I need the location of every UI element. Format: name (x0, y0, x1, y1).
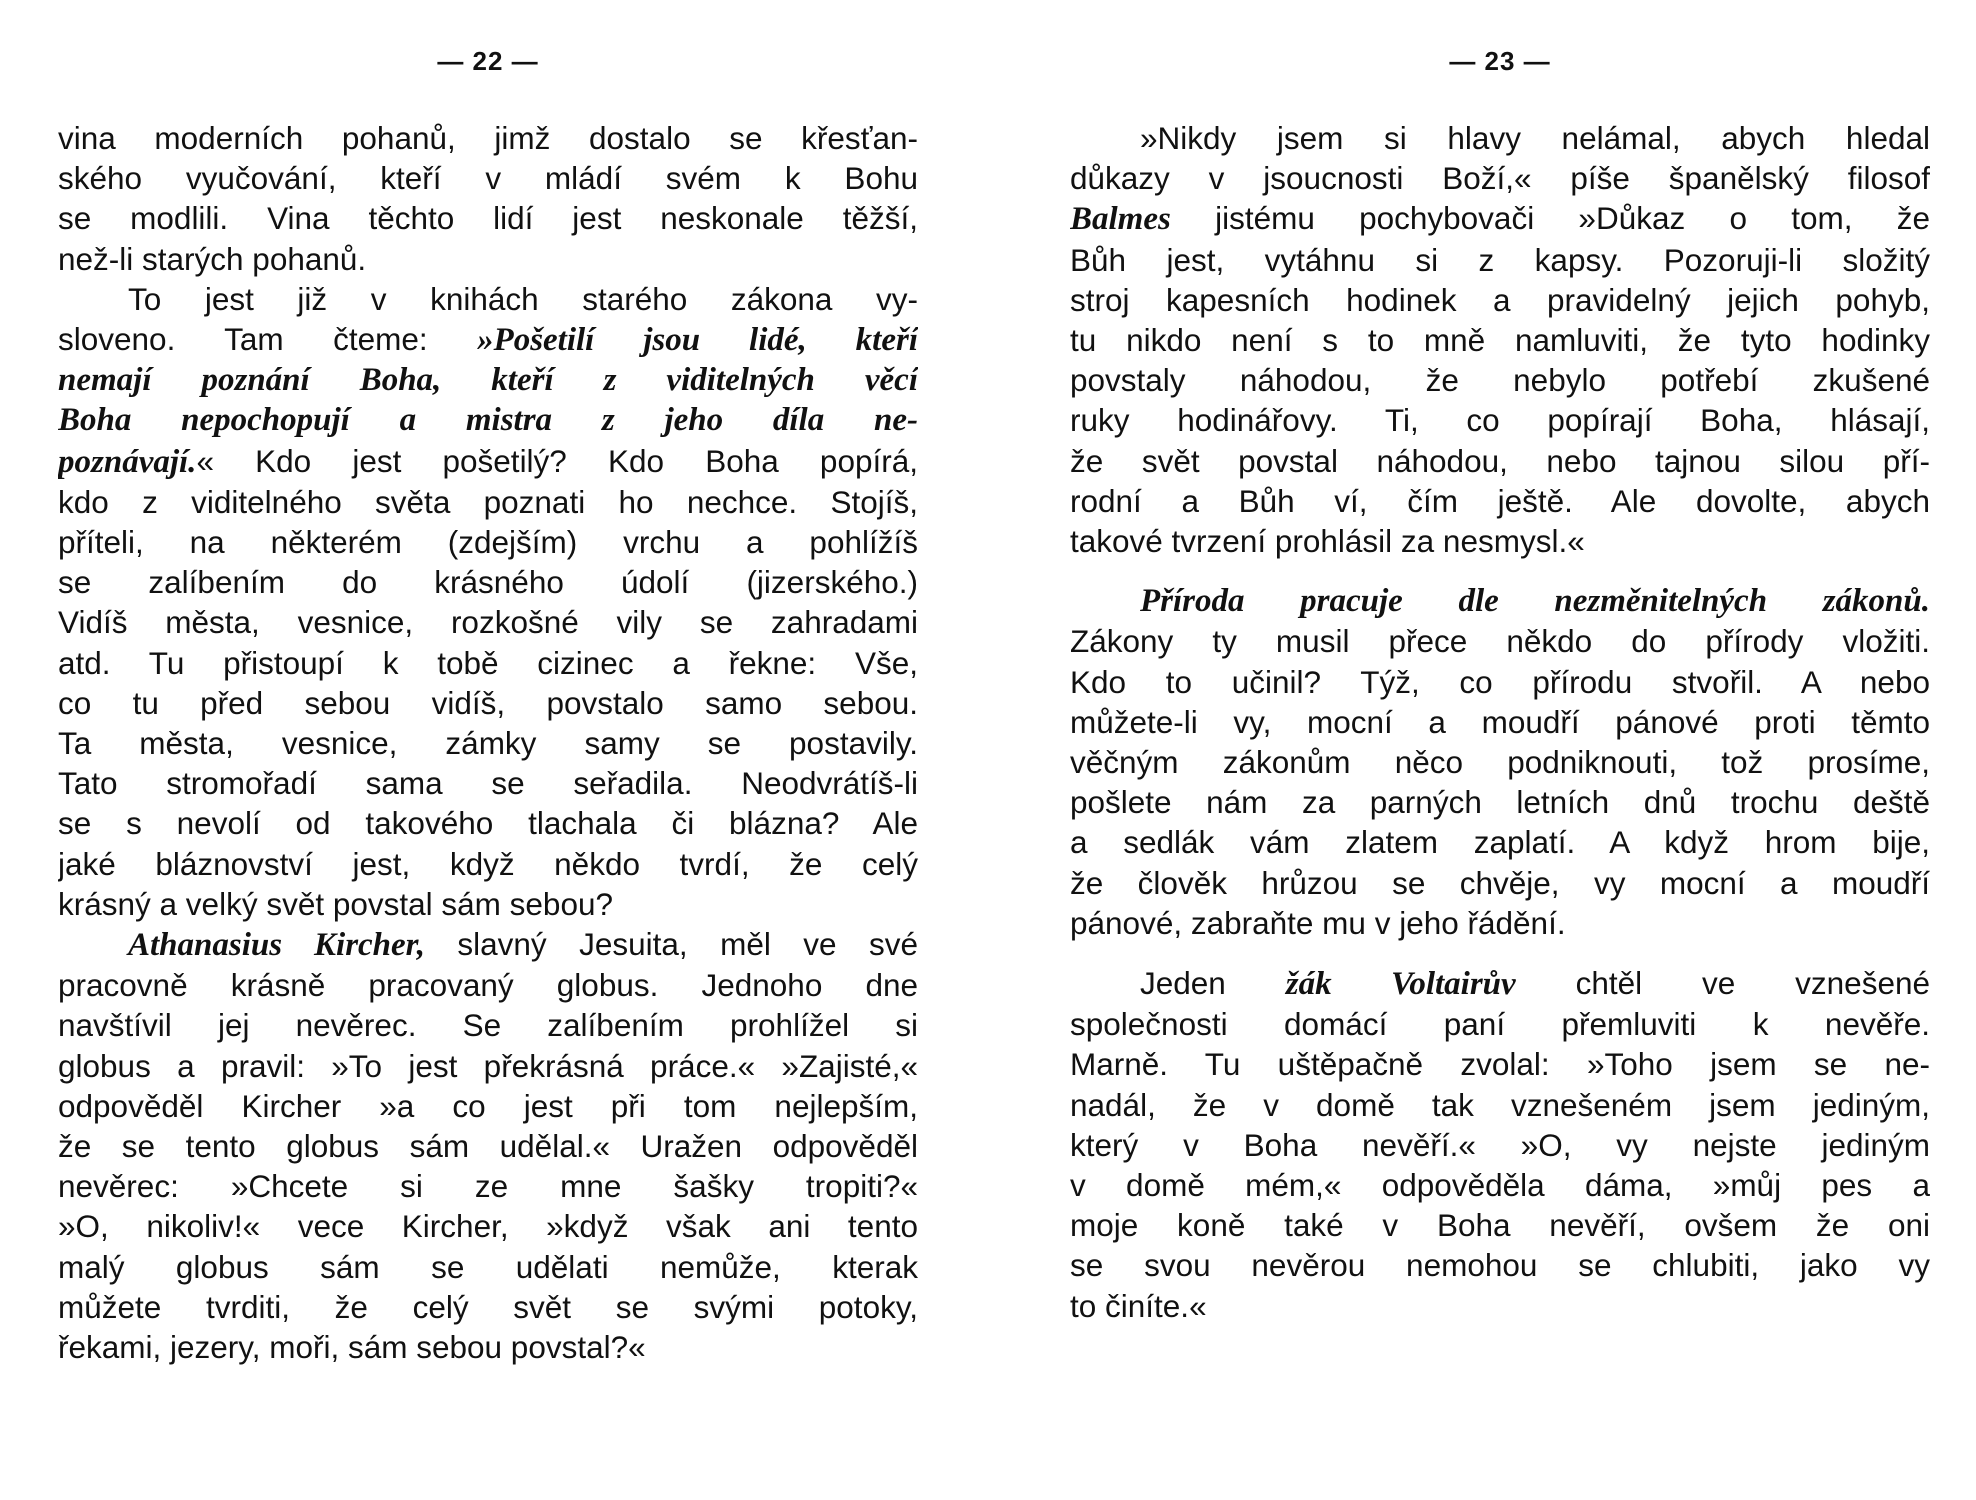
text-line: Bůh jest, vytáhnu si z kapsy. Pozoruji-li složitý (1070, 241, 1930, 278)
text-line: že se tento globus sám udělal.« Uražen odpověděl (58, 1128, 918, 1165)
paragraph-gap (1070, 561, 1930, 581)
text-line: co tu před sebou vidíš, povstalo samo sebou. (58, 684, 918, 721)
text-line: kdo z viditelného světa poznati ho nechce. Stojíš, (58, 483, 918, 520)
text-line: řekami, jezery, moři, sám sebou povstal?« (58, 1329, 646, 1366)
text-line: a sedlák vám zlatem zaplatí. A když hrom bije, (1070, 824, 1930, 861)
text-line: že svět povstal náhodou, nebo tajnou silou pří- (1070, 442, 1930, 479)
text-line: stroj kapesních hodinek a pravidelný jejich pohyb, (1070, 281, 1930, 318)
text-line: který v Boha nevěří.« »O, vy nejste jediným (1070, 1126, 1930, 1163)
text-line: ruky hodinářovy. Ti, co popírají Boha, hlásají, (1070, 402, 1930, 439)
text-line: můžete tvrditi, že celý svět se svými potoky, (58, 1288, 918, 1325)
text-line: se modlili. Vina těchto lidí jest neskonale těžší, (58, 200, 918, 237)
text-line: příteli, na některém (zdejším) vrchu a pohlížíš (58, 524, 918, 561)
text-line: můžete-li vy, mocní a moudří pánové proti těmto (1070, 703, 1930, 740)
text-line: že člověk hrůzou se chvěje, vy mocní a moudří (1070, 864, 1930, 901)
text-line: moje koně také v Boha nevěří, ovšem že oni (1070, 1207, 1930, 1244)
text-line: věčným zákonům něco podniknouti, tož prosíme, (1070, 744, 1930, 781)
text-line: rodní a Bůh ví, čím ještě. Ale dovolte, abych (1070, 482, 1930, 519)
text-line: Kdo to učinil? Týž, co přírodu stvořil. A nebo (1070, 663, 1930, 700)
text-line: Balmes jistému pochybovači »Důkaz o tom, že (1070, 200, 1930, 238)
text-line: pracovně krásně pracovaný globus. Jednoho dne (58, 967, 918, 1004)
text-line: se s nevolí od takového tlachala či blázna? Ale (58, 805, 918, 842)
italic-quote: poznávají. (58, 443, 197, 480)
text-line: pánové, zabraňte mu v jeho řádění. (1070, 904, 1566, 941)
paragraph-gap (1070, 943, 1930, 963)
text-line: Příroda pracuje dle nezměnitelných zákonů. (1140, 583, 1930, 620)
text-line: nemají poznání Boha, kteří z viditelných věcí (58, 362, 918, 399)
right-page (1070, 0, 1930, 1500)
text-line: globus a pravil: »To jest překrásná práce.« »Zajisté,« (58, 1047, 918, 1084)
text-line: pošlete nám za parných letních dnů trochu deště (1070, 784, 1930, 821)
right-page-text (1070, 118, 1930, 1326)
text-line: Tato stromořadí sama se seřadila. Neodvrátíš-li (58, 765, 918, 802)
text-line: poznávají.« Kdo jest pošetilý? Kdo Boha popírá, (58, 442, 918, 480)
text-line: společnosti domácí paní přemluviti k nevěře. (1070, 1006, 1930, 1043)
right-page-number: — 23 — (1449, 46, 1551, 76)
text-line: Marně. Tu uštěpačně zvolal: »Toho jsem se ne- (1070, 1046, 1930, 1083)
text-line: nevěrec: »Chcete si ze mne šašky tropiti?« (58, 1168, 918, 1205)
text-line: »Nikdy jsem si hlavy nelámal, abych hledal (1140, 120, 1930, 156)
left-page-number: — 22 — (437, 46, 539, 76)
text-line: Zákony ty musil přece někdo do přírody vložiti. (1070, 623, 1930, 660)
text-line: v domě mém,« odpověděla dáma, »můj pes a (1070, 1167, 1930, 1204)
text-line: důkazy v jsoucnosti Boží,« píše španělský filosof (1070, 160, 1930, 197)
text-line: Jeden žák Voltairův chtěl ve vznešené (1140, 965, 1930, 1003)
italic-name: žák Voltairův (1285, 966, 1516, 1003)
text-line: nadál, že v domě tak vznešeném jsem jediným, (1070, 1086, 1930, 1123)
text-line: krásný a velký svět povstal sám sebou? (58, 885, 614, 922)
left-page (58, 0, 918, 1500)
text-line: tu nikdo není s to mně namluviti, že tyto hodinky (1070, 322, 1930, 359)
italic-name: Balmes (1070, 201, 1171, 238)
text-line: To jest již v knihách starého zákona vy- (128, 280, 918, 317)
text-line: odpověděl Kircher »a co jest při tom nejlepším, (58, 1087, 918, 1124)
text-line: ského vyučování, kteří v mládí svém k Bohu (58, 160, 918, 197)
text-line: se zalíbením do krásného údolí (jizerského.) (58, 564, 918, 601)
text-line: atd. Tu přistoupí k tobě cizinec a řekne: Vše, (58, 644, 918, 681)
italic-name: Athanasius Kircher, (128, 927, 425, 964)
text-line: Vidíš města, vesnice, rozkošné vily se zahradami (58, 604, 918, 641)
text-line: povstaly náhodou, že nebylo potřebí zkušené (1070, 362, 1930, 399)
text-line: to činíte.« (1070, 1287, 1207, 1324)
text-line: sloveno. Tam čteme: »Pošetilí jsou lidé, kteří (58, 321, 918, 359)
text-line: Boha nepochopují a mistra z jeho díla ne- (58, 402, 918, 439)
text-line: vina moderních pohanů, jimž dostalo se křesťan- (58, 120, 918, 156)
text-line: se svou nevěrou nemohou se chlubiti, jako vy (1070, 1247, 1930, 1284)
italic-quote: »Pošetilí jsou lidé, kteří (477, 322, 918, 359)
text-line: Athanasius Kircher, slavný Jesuita, měl ve své (128, 926, 918, 964)
text-line: malý globus sám se udělati nemůže, kterak (58, 1248, 918, 1285)
text-line: než-li starých pohanů. (58, 240, 367, 277)
text-line: navštívil jej nevěrec. Se zalíbením prohlížel si (58, 1007, 918, 1044)
left-page-text (58, 118, 918, 1367)
text-line: jaké bláznovství jest, když někdo tvrdí, že celý (58, 845, 918, 882)
text-line: Ta města, vesnice, zámky samy se postavily. (58, 725, 918, 762)
text-line: »O, nikoliv!« vece Kircher, »když však ani tento (58, 1208, 918, 1245)
text-line: takové tvrzení prohlásil za nesmysl.« (1070, 523, 1585, 560)
